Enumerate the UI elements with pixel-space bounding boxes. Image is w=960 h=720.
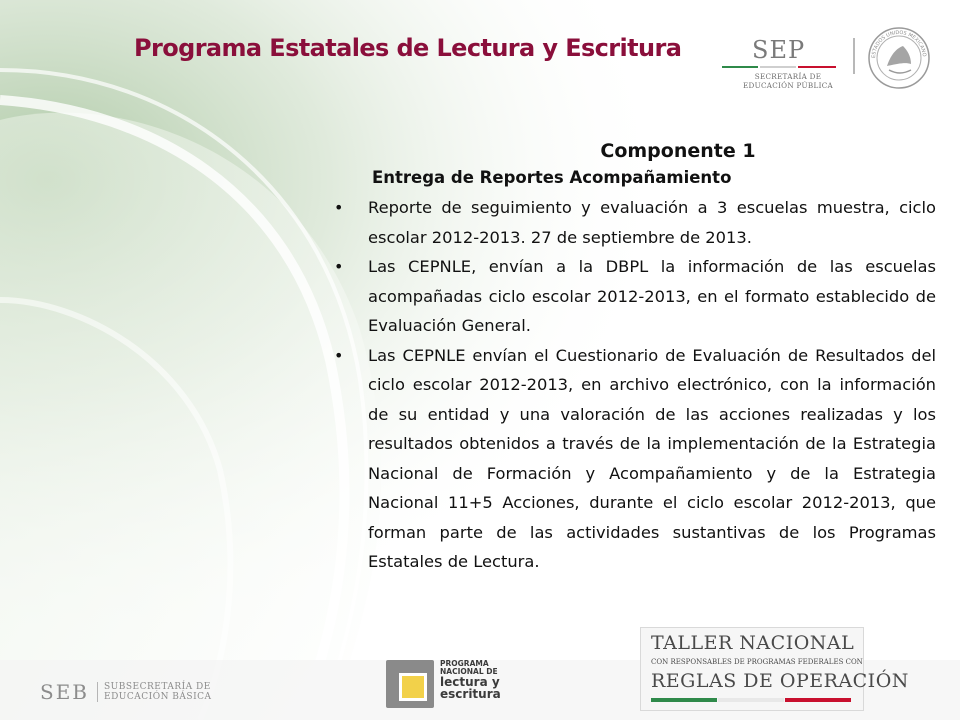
sep-logo [722,36,840,92]
bullet-list [340,193,936,577]
component-subtitle: Entrega de Reportes Acompañamiento [372,168,732,187]
seb-acronym: SEB [40,680,89,704]
list-item: • Las CEPNLE, envían a la DBPL la información de las escuelas acompañadas ciclo escolar 2012-2013, en el formato establecido de Evaluación General. [340,252,936,341]
component-title: Componente 1 [600,140,756,162]
logo-divider [853,38,855,74]
mexico-coat-of-arms-seal-icon [867,26,931,90]
taller-subtitle: CON RESPONSABLES DE PROGRAMAS FEDERALES CON [651,658,863,666]
seb-logo [40,680,212,704]
taller-title: TALLER NACIONAL [651,632,855,654]
pnl-logo [386,660,501,708]
flag-stripes-icon [651,698,851,702]
page-title: Programa Estatales de Lectura y Escritura [134,34,682,62]
pnl-text: PROGRAMA NACIONAL DE lectura y escritura [440,659,501,701]
seal-text: ESTADOS UNIDOS MEXICANO [870,29,928,59]
list-item: • Las CEPNLE envían el Cuestionario de Evaluación de Resultados del ciclo escolar 2012-2013, en archivo electrónico, con la información de su entidad y una valoración de las acciones realizadas y los resultados obtenidos a través de la implementación de la Estrategia Nacional de Formación y Acompañamiento y de la Estrategia Nacional 11+5 Acciones, durante el ciclo escolar 2012-2013, que forman parte de las actividades sustantivas de los Programas Estatales de Lectura. [340,341,936,577]
reading-program-icon [386,660,434,708]
sep-acronym: SEP [752,36,806,64]
seb-name: SUBSECRETARÍA DE EDUCACIÓN BÁSICA [97,682,212,702]
taller-rules: REGLAS DE OPERACIÓN [651,670,909,692]
main-content [340,140,936,577]
sep-name: SECRETARÍA DE EDUCACIÓN PÚBLICA [742,72,833,90]
list-item: • Reporte de seguimiento y evaluación a 3 escuelas muestra, ciclo escolar 2012-2013. 27 de septiembre de 2013. [340,193,936,252]
taller-nacional-badge [640,627,909,711]
